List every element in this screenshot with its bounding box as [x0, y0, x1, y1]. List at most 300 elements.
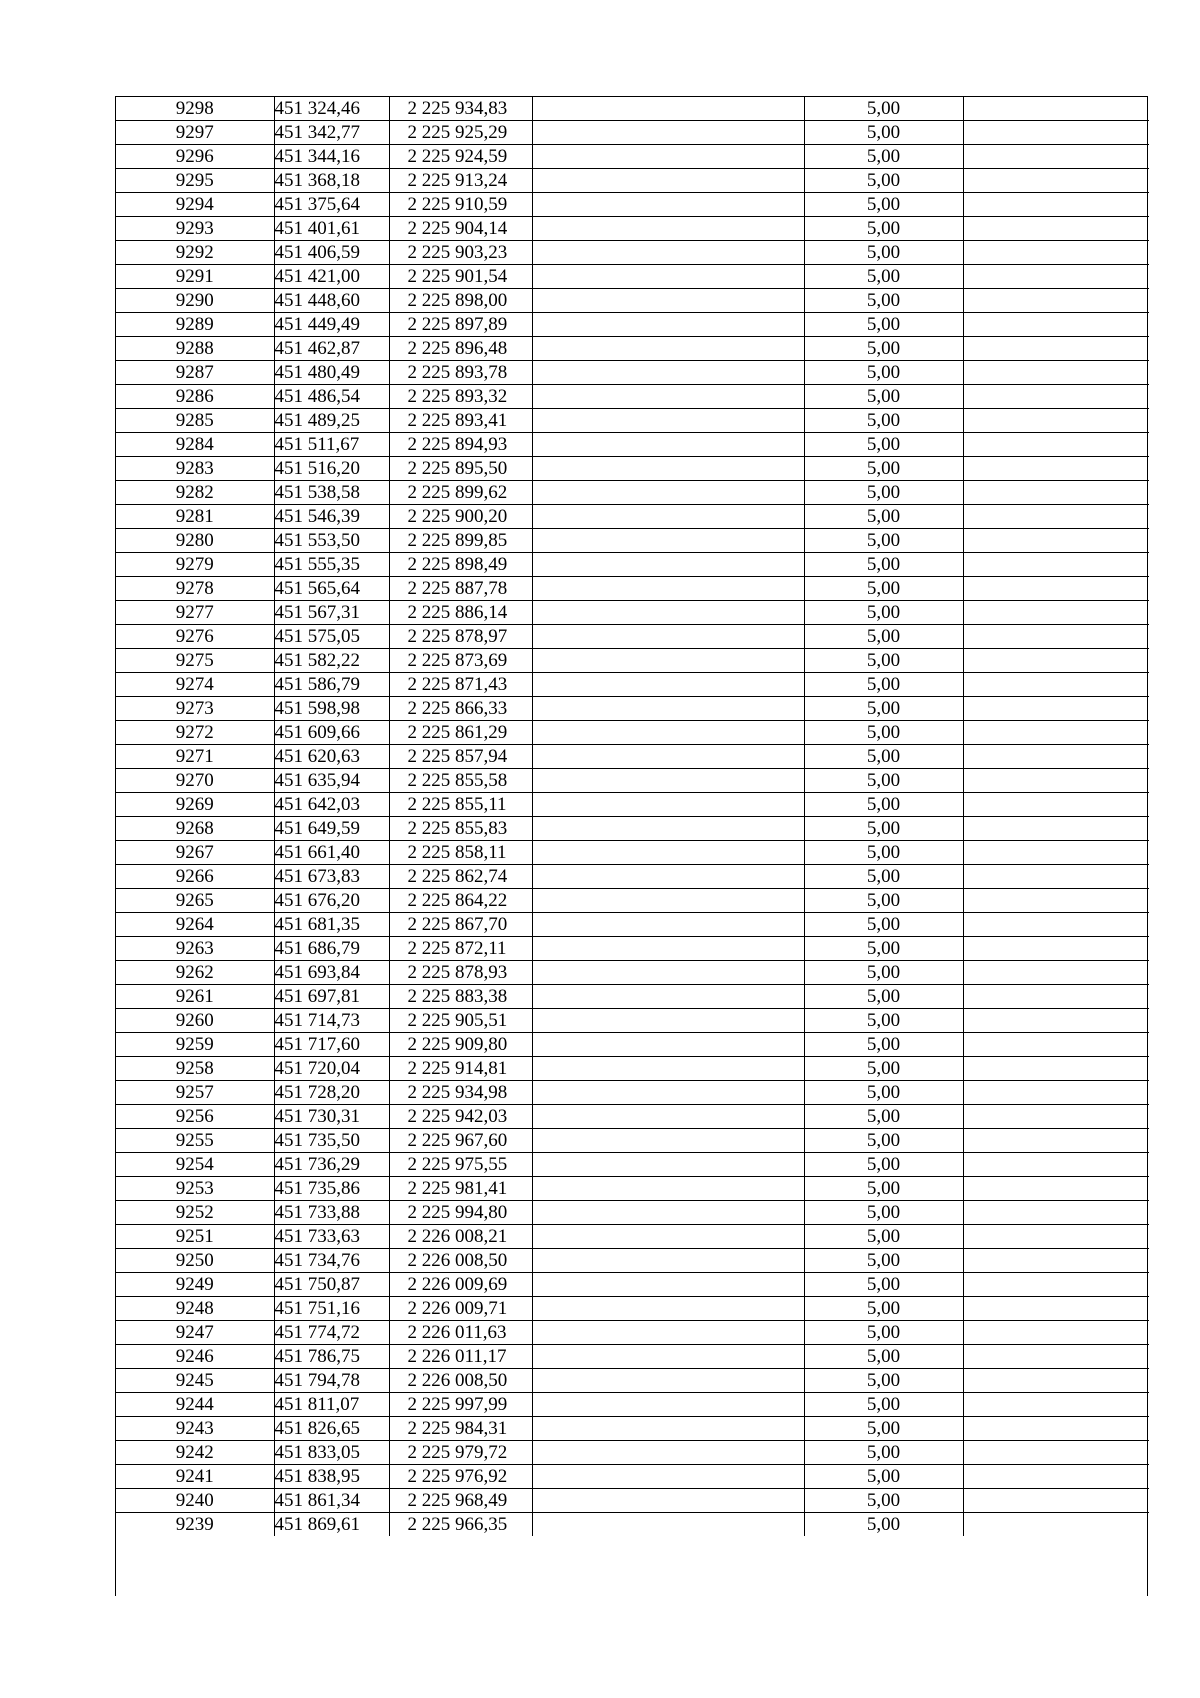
value-cell: 5,00: [804, 97, 963, 121]
y-coordinate-cell: 2 225 934,98: [389, 1081, 532, 1105]
value-cell: 5,00: [804, 1345, 963, 1369]
point-number-cell: 9263: [116, 937, 274, 961]
point-number-cell: 9297: [116, 121, 274, 145]
y-coordinate-cell: 2 225 997,99: [389, 1393, 532, 1417]
y-coordinate-cell: 2 225 883,38: [389, 985, 532, 1009]
x-coordinate-cell: [274, 385, 389, 409]
empty-cell: [532, 1057, 804, 1081]
value-cell: 5,00: [804, 913, 963, 937]
x-coordinate-cell: [274, 1489, 389, 1513]
empty-cell: [532, 649, 804, 673]
point-number-cell: 9244: [116, 1393, 274, 1417]
x-coordinate-cell: [274, 841, 389, 865]
value-cell: 5,00: [804, 1105, 963, 1129]
x-coordinate-value: 451 714,73: [274, 1010, 360, 1031]
note-cell: [963, 481, 1149, 505]
point-number-cell: 9241: [116, 1465, 274, 1489]
note-cell: [963, 1345, 1149, 1369]
note-cell: [963, 1225, 1149, 1249]
note-cell: [963, 1129, 1149, 1153]
empty-cell: [532, 1321, 804, 1345]
y-coordinate-cell: 2 225 898,49: [389, 553, 532, 577]
x-coordinate-cell: [274, 217, 389, 241]
empty-cell: [532, 1081, 804, 1105]
x-coordinate-cell: [274, 553, 389, 577]
y-coordinate-cell: 2 225 899,85: [389, 529, 532, 553]
y-coordinate-cell: 2 225 898,00: [389, 289, 532, 313]
empty-cell: [532, 1465, 804, 1489]
point-number-cell: 9246: [116, 1345, 274, 1369]
table-row: [116, 697, 1149, 721]
x-coordinate-value: 451 546,39: [274, 506, 360, 527]
point-number-cell: 9243: [116, 1417, 274, 1441]
point-number-cell: 9254: [116, 1153, 274, 1177]
y-coordinate-cell: 2 225 913,24: [389, 169, 532, 193]
point-number-cell: 9262: [116, 961, 274, 985]
y-coordinate-cell: 2 226 011,63: [389, 1321, 532, 1345]
y-coordinate-cell: 2 226 008,50: [389, 1369, 532, 1393]
value-cell: 5,00: [804, 1129, 963, 1153]
y-coordinate-cell: 2 226 008,21: [389, 1225, 532, 1249]
note-cell: [963, 1177, 1149, 1201]
table-row: [116, 1153, 1149, 1177]
table-row: [116, 1441, 1149, 1465]
empty-cell: [532, 889, 804, 913]
empty-cell: [532, 1297, 804, 1321]
x-coordinate-value: 451 728,20: [274, 1082, 360, 1103]
x-coordinate-value: 451 620,63: [274, 746, 360, 767]
note-cell: [963, 793, 1149, 817]
x-coordinate-value: 451 750,87: [274, 1274, 360, 1295]
y-coordinate-cell: 2 225 864,22: [389, 889, 532, 913]
y-coordinate-cell: 2 225 967,60: [389, 1129, 532, 1153]
value-cell: 5,00: [804, 1441, 963, 1465]
y-coordinate-cell: 2 225 857,94: [389, 745, 532, 769]
note-cell: [963, 1033, 1149, 1057]
x-coordinate-cell: [274, 361, 389, 385]
point-number-cell: 9294: [116, 193, 274, 217]
y-coordinate-cell: 2 225 893,78: [389, 361, 532, 385]
y-coordinate-cell: 2 225 909,80: [389, 1033, 532, 1057]
x-coordinate-value: 451 733,63: [274, 1226, 360, 1247]
x-coordinate-value: 451 421,00: [274, 266, 360, 287]
note-cell: [963, 313, 1149, 337]
value-cell: 5,00: [804, 1465, 963, 1489]
note-cell: [963, 97, 1149, 121]
value-cell: 5,00: [804, 481, 963, 505]
y-coordinate-cell: 2 225 994,80: [389, 1201, 532, 1225]
note-cell: [963, 937, 1149, 961]
x-coordinate-value: 451 826,65: [274, 1418, 360, 1439]
y-coordinate-cell: 2 225 901,54: [389, 265, 532, 289]
table-row: [116, 1417, 1149, 1441]
y-coordinate-cell: 2 225 878,97: [389, 625, 532, 649]
note-cell: [963, 1057, 1149, 1081]
note-cell: [963, 577, 1149, 601]
point-number-cell: 9278: [116, 577, 274, 601]
y-coordinate-cell: 2 225 968,49: [389, 1489, 532, 1513]
table-row: [116, 169, 1149, 193]
empty-cell: [532, 361, 804, 385]
point-number-cell: 9279: [116, 553, 274, 577]
point-number-cell: 9284: [116, 433, 274, 457]
empty-cell: [532, 289, 804, 313]
table-row: [116, 1465, 1149, 1489]
note-cell: [963, 529, 1149, 553]
x-coordinate-cell: [274, 457, 389, 481]
x-coordinate-value: 451 567,31: [274, 602, 360, 623]
value-cell: 5,00: [804, 769, 963, 793]
x-coordinate-cell: [274, 961, 389, 985]
y-coordinate-cell: 2 225 887,78: [389, 577, 532, 601]
empty-cell: [532, 265, 804, 289]
value-cell: 5,00: [804, 1153, 963, 1177]
x-coordinate-cell: [274, 433, 389, 457]
point-number-cell: 9258: [116, 1057, 274, 1081]
point-number-cell: 9277: [116, 601, 274, 625]
empty-cell: [532, 1513, 804, 1537]
point-number-cell: 9260: [116, 1009, 274, 1033]
point-number-cell: 9253: [116, 1177, 274, 1201]
point-number-cell: 9292: [116, 241, 274, 265]
x-coordinate-value: 451 449,49: [274, 314, 360, 335]
x-coordinate-value: 451 401,61: [274, 218, 360, 239]
empty-cell: [532, 145, 804, 169]
note-cell: [963, 1009, 1149, 1033]
point-number-cell: 9273: [116, 697, 274, 721]
x-coordinate-cell: [274, 121, 389, 145]
empty-cell: [532, 625, 804, 649]
x-coordinate-cell: [274, 193, 389, 217]
table-row: [116, 865, 1149, 889]
point-number-cell: 9251: [116, 1225, 274, 1249]
y-coordinate-cell: 2 225 981,41: [389, 1177, 532, 1201]
note-cell: [963, 1273, 1149, 1297]
point-number-cell: 9239: [116, 1513, 274, 1537]
value-cell: 5,00: [804, 145, 963, 169]
value-cell: 5,00: [804, 649, 963, 673]
empty-cell: [532, 721, 804, 745]
point-number-cell: 9247: [116, 1321, 274, 1345]
table-row: [116, 1369, 1149, 1393]
value-cell: 5,00: [804, 169, 963, 193]
value-cell: 5,00: [804, 1033, 963, 1057]
x-coordinate-cell: [274, 1513, 389, 1537]
value-cell: 5,00: [804, 409, 963, 433]
x-coordinate-value: 451 586,79: [274, 674, 360, 695]
empty-cell: [532, 1129, 804, 1153]
note-cell: [963, 553, 1149, 577]
note-cell: [963, 145, 1149, 169]
table-row: [116, 841, 1149, 865]
empty-cell: [532, 1201, 804, 1225]
x-coordinate-cell: [274, 529, 389, 553]
empty-cell: [532, 1249, 804, 1273]
x-coordinate-cell: [274, 1297, 389, 1321]
y-coordinate-cell: 2 225 894,93: [389, 433, 532, 457]
y-coordinate-cell: 2 225 975,55: [389, 1153, 532, 1177]
point-number-cell: 9264: [116, 913, 274, 937]
value-cell: 5,00: [804, 577, 963, 601]
empty-cell: [532, 169, 804, 193]
point-number-cell: 9276: [116, 625, 274, 649]
x-coordinate-cell: [274, 289, 389, 313]
note-cell: [963, 1489, 1149, 1513]
point-number-cell: 9298: [116, 97, 274, 121]
x-coordinate-value: 451 649,59: [274, 818, 360, 839]
empty-cell: [532, 1033, 804, 1057]
empty-cell: [532, 937, 804, 961]
table-row: [116, 577, 1149, 601]
x-coordinate-value: 451 735,50: [274, 1130, 360, 1151]
x-coordinate-cell: [274, 913, 389, 937]
x-coordinate-value: 451 661,40: [274, 842, 360, 863]
y-coordinate-cell: 2 225 914,81: [389, 1057, 532, 1081]
table-row: [116, 889, 1149, 913]
x-coordinate-cell: [274, 169, 389, 193]
empty-cell: [532, 1273, 804, 1297]
x-coordinate-cell: [274, 481, 389, 505]
value-cell: 5,00: [804, 985, 963, 1009]
point-number-cell: 9275: [116, 649, 274, 673]
table-row: [116, 745, 1149, 769]
y-coordinate-cell: 2 225 925,29: [389, 121, 532, 145]
point-number-cell: 9266: [116, 865, 274, 889]
value-cell: 5,00: [804, 721, 963, 745]
table-row: [116, 1201, 1149, 1225]
value-cell: 5,00: [804, 625, 963, 649]
point-number-cell: 9271: [116, 745, 274, 769]
x-coordinate-cell: [274, 1177, 389, 1201]
x-coordinate-value: 451 342,77: [274, 122, 360, 143]
x-coordinate-value: 451 462,87: [274, 338, 360, 359]
point-number-cell: 9289: [116, 313, 274, 337]
table-row: [116, 1321, 1149, 1345]
note-cell: [963, 1513, 1149, 1537]
x-coordinate-cell: [274, 1369, 389, 1393]
x-coordinate-value: 451 733,88: [274, 1202, 360, 1223]
note-cell: [963, 1153, 1149, 1177]
table-row: [116, 529, 1149, 553]
point-number-cell: 9280: [116, 529, 274, 553]
value-cell: 5,00: [804, 793, 963, 817]
x-coordinate-cell: [274, 1153, 389, 1177]
empty-cell: [532, 601, 804, 625]
x-coordinate-cell: [274, 769, 389, 793]
empty-cell: [532, 1009, 804, 1033]
value-cell: 5,00: [804, 433, 963, 457]
empty-cell: [532, 385, 804, 409]
x-coordinate-cell: [274, 1129, 389, 1153]
note-cell: [963, 337, 1149, 361]
point-number-cell: 9270: [116, 769, 274, 793]
table-row: [116, 937, 1149, 961]
x-coordinate-value: 451 489,25: [274, 410, 360, 431]
empty-cell: [532, 697, 804, 721]
table-row: [116, 649, 1149, 673]
table-row: [116, 553, 1149, 577]
note-cell: [963, 601, 1149, 625]
note-cell: [963, 1105, 1149, 1129]
point-number-cell: 9281: [116, 505, 274, 529]
x-coordinate-value: 451 811,07: [274, 1394, 360, 1415]
x-coordinate-cell: [274, 505, 389, 529]
point-number-cell: 9274: [116, 673, 274, 697]
note-cell: [963, 721, 1149, 745]
value-cell: 5,00: [804, 529, 963, 553]
x-coordinate-value: 451 582,22: [274, 650, 360, 671]
empty-cell: [532, 745, 804, 769]
y-coordinate-cell: 2 225 899,62: [389, 481, 532, 505]
x-coordinate-value: 451 448,60: [274, 290, 360, 311]
table-row: [116, 505, 1149, 529]
note-cell: [963, 1465, 1149, 1489]
note-cell: [963, 913, 1149, 937]
empty-cell: [532, 1489, 804, 1513]
note-cell: [963, 1201, 1149, 1225]
x-coordinate-cell: [274, 1105, 389, 1129]
x-coordinate-value: 451 368,18: [274, 170, 360, 191]
note-cell: [963, 361, 1149, 385]
table-row: [116, 289, 1149, 313]
x-coordinate-cell: [274, 1081, 389, 1105]
x-coordinate-cell: [274, 673, 389, 697]
y-coordinate-cell: 2 226 009,69: [389, 1273, 532, 1297]
x-coordinate-value: 451 486,54: [274, 386, 360, 407]
x-coordinate-cell: [274, 1273, 389, 1297]
empty-cell: [532, 1345, 804, 1369]
empty-cell: [532, 1225, 804, 1249]
empty-cell: [532, 529, 804, 553]
x-coordinate-value: 451 833,05: [274, 1442, 360, 1463]
y-coordinate-cell: 2 225 862,74: [389, 865, 532, 889]
table-row: [116, 1009, 1149, 1033]
table-row: [116, 1273, 1149, 1297]
empty-cell: [532, 793, 804, 817]
note-cell: [963, 1297, 1149, 1321]
x-coordinate-value: 451 774,72: [274, 1322, 360, 1343]
table-row: [116, 985, 1149, 1009]
y-coordinate-cell: 2 225 934,83: [389, 97, 532, 121]
empty-cell: [532, 1417, 804, 1441]
x-coordinate-value: 451 693,84: [274, 962, 360, 983]
table-row: [116, 313, 1149, 337]
y-coordinate-cell: 2 225 897,89: [389, 313, 532, 337]
y-coordinate-cell: 2 226 008,50: [389, 1249, 532, 1273]
x-coordinate-cell: [274, 1393, 389, 1417]
x-coordinate-value: 451 786,75: [274, 1346, 360, 1367]
table-row: [116, 361, 1149, 385]
coordinates-table-body: [116, 97, 1149, 1536]
table-row: [116, 1057, 1149, 1081]
table-row: [116, 1225, 1149, 1249]
x-coordinate-cell: [274, 97, 389, 121]
note-cell: [963, 121, 1149, 145]
table-row: [116, 769, 1149, 793]
y-coordinate-cell: 2 225 895,50: [389, 457, 532, 481]
y-coordinate-cell: 2 225 872,11: [389, 937, 532, 961]
table-row: [116, 1177, 1149, 1201]
coordinates-table: [116, 97, 1149, 1536]
value-cell: 5,00: [804, 217, 963, 241]
y-coordinate-cell: 2 225 966,35: [389, 1513, 532, 1537]
value-cell: 5,00: [804, 1489, 963, 1513]
empty-cell: [532, 457, 804, 481]
table-row: [116, 265, 1149, 289]
empty-cell: [532, 1105, 804, 1129]
note-cell: [963, 649, 1149, 673]
y-coordinate-cell: 2 225 893,41: [389, 409, 532, 433]
point-number-cell: 9255: [116, 1129, 274, 1153]
x-coordinate-value: 451 635,94: [274, 770, 360, 791]
table-row: [116, 121, 1149, 145]
x-coordinate-cell: [274, 1249, 389, 1273]
point-number-cell: 9242: [116, 1441, 274, 1465]
empty-cell: [532, 817, 804, 841]
table-row: [116, 1081, 1149, 1105]
value-cell: 5,00: [804, 1009, 963, 1033]
point-number-cell: 9286: [116, 385, 274, 409]
y-coordinate-cell: 2 225 866,33: [389, 697, 532, 721]
value-cell: 5,00: [804, 193, 963, 217]
x-coordinate-cell: [274, 337, 389, 361]
note-cell: [963, 985, 1149, 1009]
x-coordinate-value: 451 511,67: [274, 434, 360, 455]
table-row: [116, 409, 1149, 433]
x-coordinate-cell: [274, 1225, 389, 1249]
point-number-cell: 9295: [116, 169, 274, 193]
note-cell: [963, 1393, 1149, 1417]
point-number-cell: 9259: [116, 1033, 274, 1057]
x-coordinate-value: 451 697,81: [274, 986, 360, 1007]
note-cell: [963, 1441, 1149, 1465]
x-coordinate-value: 451 838,95: [274, 1466, 360, 1487]
value-cell: 5,00: [804, 121, 963, 145]
x-coordinate-value: 451 686,79: [274, 938, 360, 959]
table-row: [116, 193, 1149, 217]
x-coordinate-cell: [274, 145, 389, 169]
x-coordinate-value: 451 751,16: [274, 1298, 360, 1319]
note-cell: [963, 505, 1149, 529]
note-cell: [963, 817, 1149, 841]
x-coordinate-cell: [274, 1057, 389, 1081]
note-cell: [963, 193, 1149, 217]
note-cell: [963, 961, 1149, 985]
table-row: [116, 337, 1149, 361]
x-coordinate-value: 451 869,61: [274, 1514, 360, 1535]
point-number-cell: 9288: [116, 337, 274, 361]
table-row: [116, 1033, 1149, 1057]
empty-cell: [532, 217, 804, 241]
point-number-cell: 9287: [116, 361, 274, 385]
empty-cell: [532, 673, 804, 697]
table-row: [116, 145, 1149, 169]
x-coordinate-cell: [274, 313, 389, 337]
point-number-cell: 9261: [116, 985, 274, 1009]
y-coordinate-cell: 2 225 900,20: [389, 505, 532, 529]
x-coordinate-cell: [274, 697, 389, 721]
x-coordinate-cell: [274, 1465, 389, 1489]
value-cell: 5,00: [804, 1393, 963, 1417]
point-number-cell: 9252: [116, 1201, 274, 1225]
x-coordinate-value: 451 861,34: [274, 1490, 360, 1511]
note-cell: [963, 385, 1149, 409]
note-cell: [963, 625, 1149, 649]
note-cell: [963, 457, 1149, 481]
note-cell: [963, 265, 1149, 289]
x-coordinate-value: 451 609,66: [274, 722, 360, 743]
y-coordinate-cell: 2 225 979,72: [389, 1441, 532, 1465]
